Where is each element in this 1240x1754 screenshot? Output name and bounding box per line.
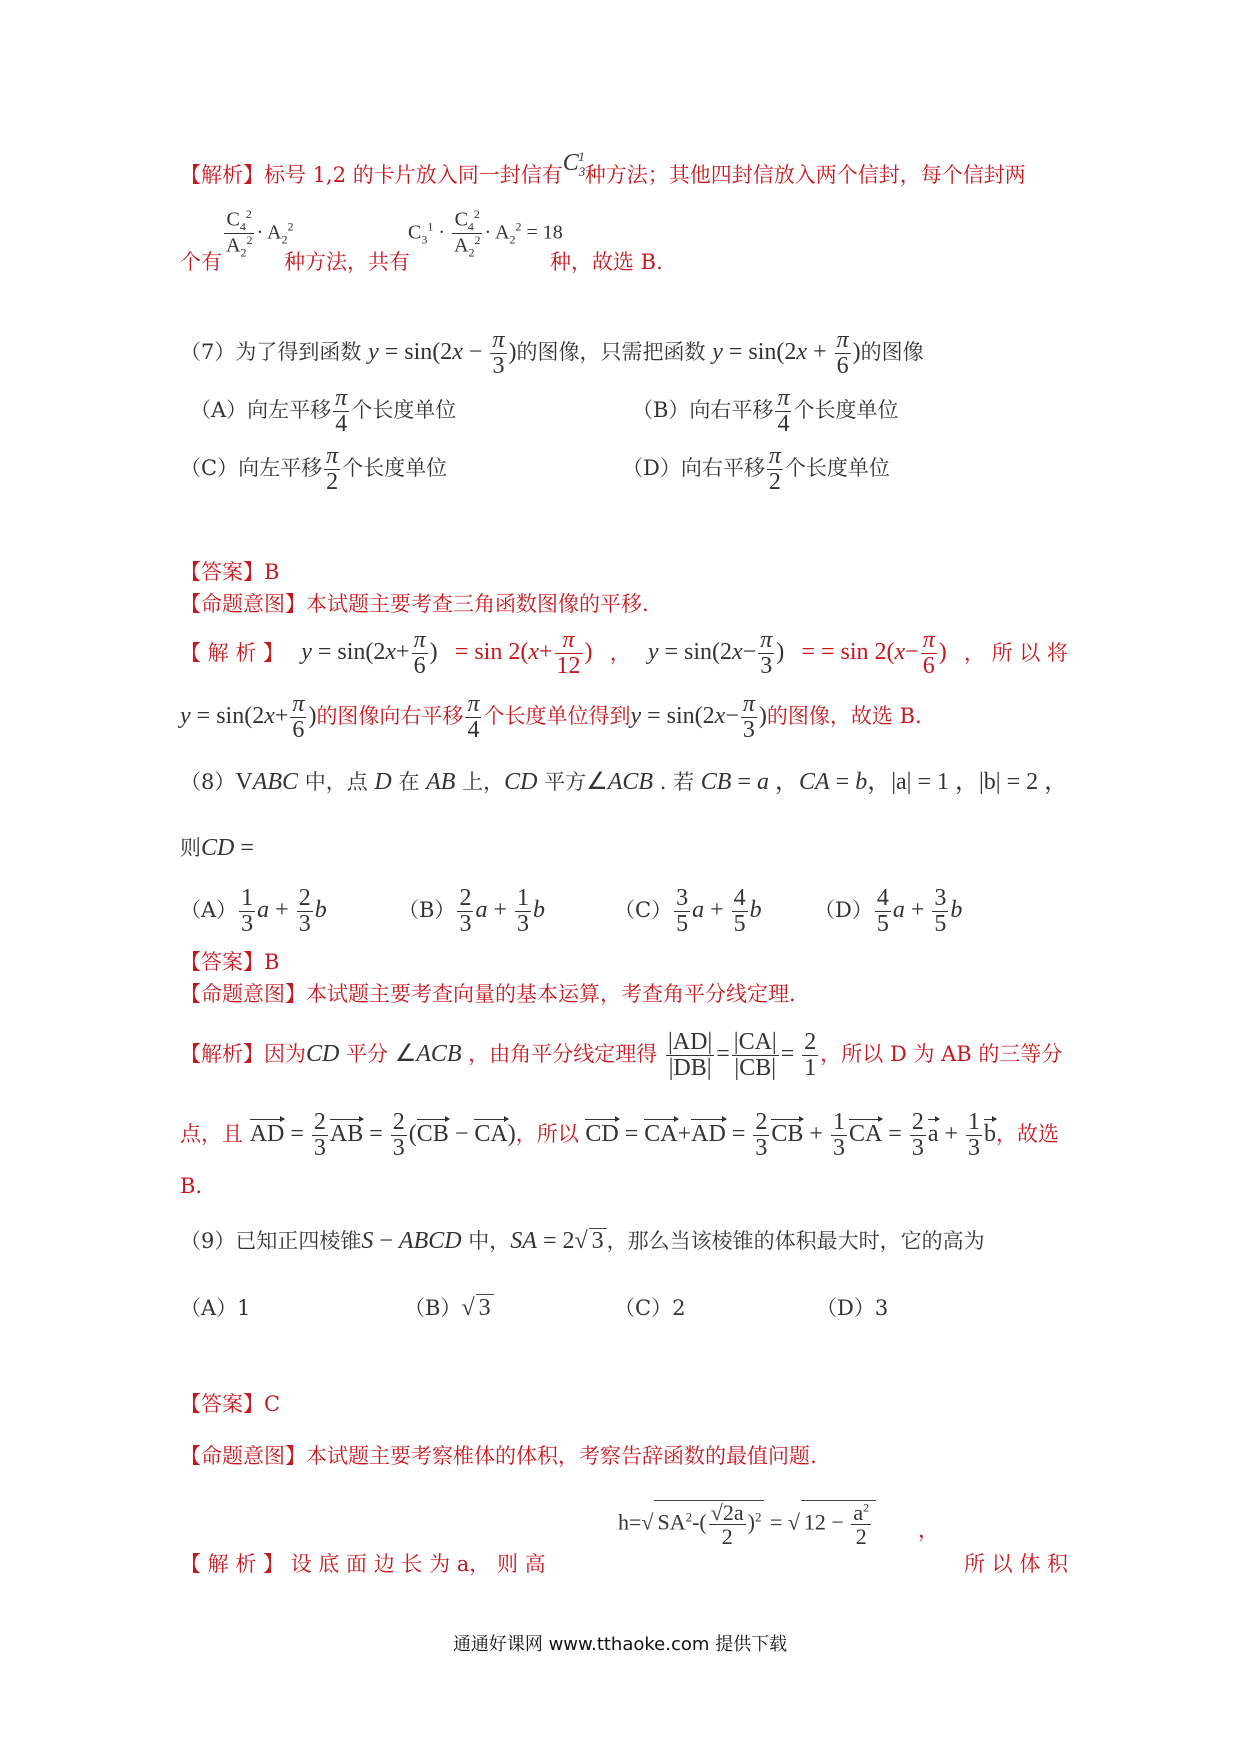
q9-answer: 【答案】C	[180, 1392, 281, 1416]
q8-solution-line-1: 【解析】因为CD 平分 ∠ACB ，由角平分线定理得 $\frac{|AD|}{|DB|}$ = $\frac{|CA|}{|CB|}$ = $\frac{2}{1}$ ，所以 D 为 AB 的三等分	[180, 1029, 1063, 1082]
formula-total-18: $C_3^1$ · $\frac{C_4^2}{A_2^2}$ · $A_2^2 = 18$	[408, 207, 563, 260]
q9-option-c[interactable]: （C）2	[614, 1296, 686, 1320]
q8-solution-line-2: 点，且 AD = $\frac{2}{3}$ AB = $\frac{2}{3}$ (CB − CA)，所以 CD = CA+AD = $\frac{2}{3}$ CB + $\frac{1}{3}$ CA = $\frac{2}{3}$ a + $\frac{1}{3}$ b，故选	[180, 1109, 1060, 1162]
q9-option-b[interactable]: （B）√ 3	[404, 1292, 494, 1322]
page-footer: 通通好课网 www.tthaoke.com 提供下载	[452, 1634, 788, 1655]
question-7: （7）为了得到函数 y = sin(2x − $\frac{\pi}{3}$ )的图像，只需把函数 y = sin(2x + $\frac{\pi}{6}$ )的图像	[180, 327, 924, 380]
function-target: y = sin(2x − $\frac{\pi}{3}$ )	[368, 327, 517, 380]
q7-answer: 【答案】B	[180, 560, 280, 584]
q8-option-b[interactable]: （B） $\frac{2}{3}$ a + $\frac{1}{3}$ b	[398, 885, 545, 938]
q8-solution-line-3: B.	[180, 1174, 203, 1198]
q9-solution: 【 解 析 】 设 底 面 边 长 为 a， 则 高 h=√ $SA^2-$( $\frac{√2a}{2}$ )$^2$ = √ 12 − $\frac{a^2}{2}$ ， 所 以 体 积	[180, 1500, 1068, 1576]
q7-solution-line-1: 【 解 析 】 y = sin(2x+ $\frac{\pi}{6}$ ) = sin 2(x+ $\frac{\pi}{12}$ ) ， y = sin(2x− $\frac{\pi}{3}$ ) = = sin 2(x− $\frac{\pi}{6}$ ) ， 所 以 将	[180, 627, 1068, 680]
q7-option-c[interactable]: （C）向左平移 $\frac{\pi}{2}$ 个长度单位	[180, 443, 448, 496]
solution-line-1: 【解析】标号 1,2 的卡片放入同一封信有$C_3^1$种方法；其他四封信放入两个信封，每个信封两	[180, 149, 1026, 187]
function-source: y = sin(2x + $\frac{\pi}{6}$ )	[712, 327, 861, 380]
question-8-cont: 则CD =	[180, 835, 254, 861]
q9-intent: 【命题意图】本试题主要考察椎体的体积，考察告辞函数的最值问题.	[180, 1444, 817, 1468]
combination-c31: $C_3^1$	[562, 149, 586, 179]
q9-option-a[interactable]: （A）1	[180, 1296, 251, 1320]
question-9: （9）已知正四棱锥S − ABCD 中，SA = 2√ 3 ，那么当该棱锥的体积最大时，它的高为	[180, 1228, 985, 1254]
q7-option-d[interactable]: （D）向右平移 $\frac{\pi}{2}$ 个长度单位	[622, 443, 890, 496]
q8-intent: 【命题意图】本试题主要考查向量的基本运算，考查角平分线定理.	[180, 982, 796, 1006]
solution-line-2: 个有 $\frac{C_4^2}{A_2^2}$ · $A_2^2$ 种方法，共有 $C_3^1$ · $\frac{C_4^2}{A_2^2}$ · $A_2^2 = 18$ 种，故选 B.	[180, 207, 663, 274]
q7-intent: 【命题意图】本试题主要考查三角函数图像的平移.	[180, 592, 649, 616]
formula-c42-a22: $\frac{C_4^2}{A_2^2}$ · $A_2^2$	[226, 207, 294, 260]
solution-tag: 【解析】	[180, 163, 264, 187]
q9-option-d[interactable]: （D）3	[816, 1296, 889, 1320]
q8-option-c[interactable]: （C） $\frac{3}{5}$ a + $\frac{4}{5}$ b	[614, 885, 762, 938]
q7-solution-line-2: y = sin(2x+ $\frac{\pi}{6}$ )的图像向右平移 $\frac{\pi}{4}$ 个长度单位得到y = sin(2x− $\frac{\pi}{3}$ )的图像，故选 B.	[180, 691, 922, 744]
height-formula: h=√ $SA^2-$( $\frac{√2a}{2}$ )$^2$ = √ 12 − $\frac{a^2}{2}$	[618, 1500, 876, 1548]
q7-option-b[interactable]: （B）向右平移 $\frac{\pi}{4}$ 个长度单位	[632, 385, 899, 438]
q8-option-a[interactable]: （A） $\frac{1}{3}$ a + $\frac{2}{3}$ b	[180, 885, 327, 938]
q8-option-d[interactable]: （D） $\frac{4}{5}$ a + $\frac{3}{5}$ b	[814, 885, 963, 938]
q7-option-a[interactable]: （A）向左平移 $\frac{\pi}{4}$ 个长度单位	[190, 385, 457, 438]
q8-answer: 【答案】B	[180, 950, 280, 974]
question-8: （8）VABC 中，点 D 在 AB 上，CD 平方∠ACB . 若 CB = a ，CA = b，|a| = 1 ，|b| = 2 ，	[180, 769, 1069, 795]
